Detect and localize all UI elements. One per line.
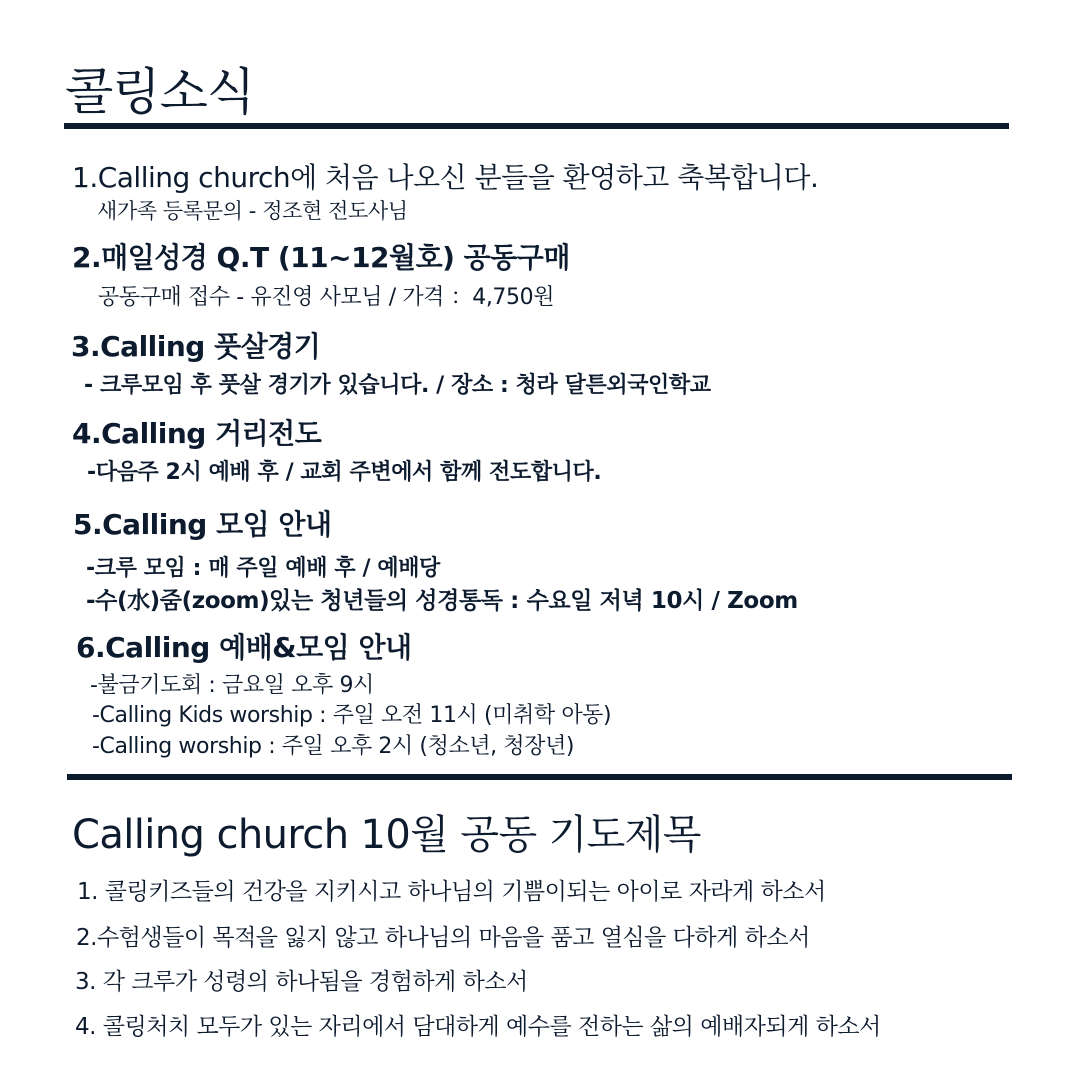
prayer-title: Calling church 10월 공동 기도제목 (72, 812, 701, 858)
news-heading-3: 3.Calling 풋살경기 (71, 330, 321, 363)
prayer-item-3: 3. 각 크루가 성령의 하나됨을 경험하게 하소서 (75, 969, 528, 995)
news-heading-5: 5.Calling 모임 안내 (73, 508, 332, 541)
prayer-item-1: 1. 콜링키즈들의 건강을 지키시고 하나님의 기쁨이되는 아이로 자라게 하소서 (77, 879, 826, 905)
news-heading-1: 1.Calling church에 처음 나오신 분들을 환영하고 축복합니다. (72, 161, 819, 194)
news-detail-5-2: -수(水)줌(zoom)있는 청년들의 성경통독 : 수요일 저녁 10시 / Zoom (86, 588, 798, 614)
bottom-divider (67, 774, 1012, 780)
news-heading-4: 4.Calling 거리전도 (72, 417, 322, 450)
news-detail-6-2: -Calling Kids worship : 주일 오전 11시 (미취학 아동) (92, 703, 612, 728)
news-detail-6-3: -Calling worship : 주일 오후 2시 (청소년, 청장년) (92, 734, 575, 759)
news-detail-2-1: 공동구매 접수 - 유진영 사모님 / 가격 ：4,750원 (98, 285, 555, 310)
news-detail-6-1: -불금기도회 : 금요일 오후 9시 (90, 673, 374, 698)
news-detail-4-1: -다음주 2시 예배 후 / 교회 주변에서 함께 전도합니다. (87, 460, 602, 485)
news-detail-5-1: -크루 모임 : 매 주일 예배 후 / 예배당 (86, 556, 440, 581)
top-divider (64, 123, 1009, 129)
news-heading-6: 6.Calling 예배&모임 안내 (76, 631, 412, 664)
prayer-item-4: 4. 콜링처치 모두가 있는 자리에서 담대하게 예수를 전하는 삶의 예배자되게 하소서 (75, 1014, 881, 1040)
news-detail-3-1: - 크루모임 후 풋살 경기가 있습니다. / 장소 : 청라 달튼외국인학교 (84, 373, 711, 398)
news-detail-1-1: 새가족 등록문의 - 정조현 전도사님 (97, 199, 408, 223)
news-heading-2: 2.매일성경 Q.T (11~12월호) 공동구매 (72, 241, 570, 274)
prayer-item-2: 2.수험생들이 목적을 잃지 않고 하나님의 마음을 품고 열심을 다하게 하소서 (76, 925, 810, 951)
page-title: 콜링소식 (65, 63, 255, 121)
